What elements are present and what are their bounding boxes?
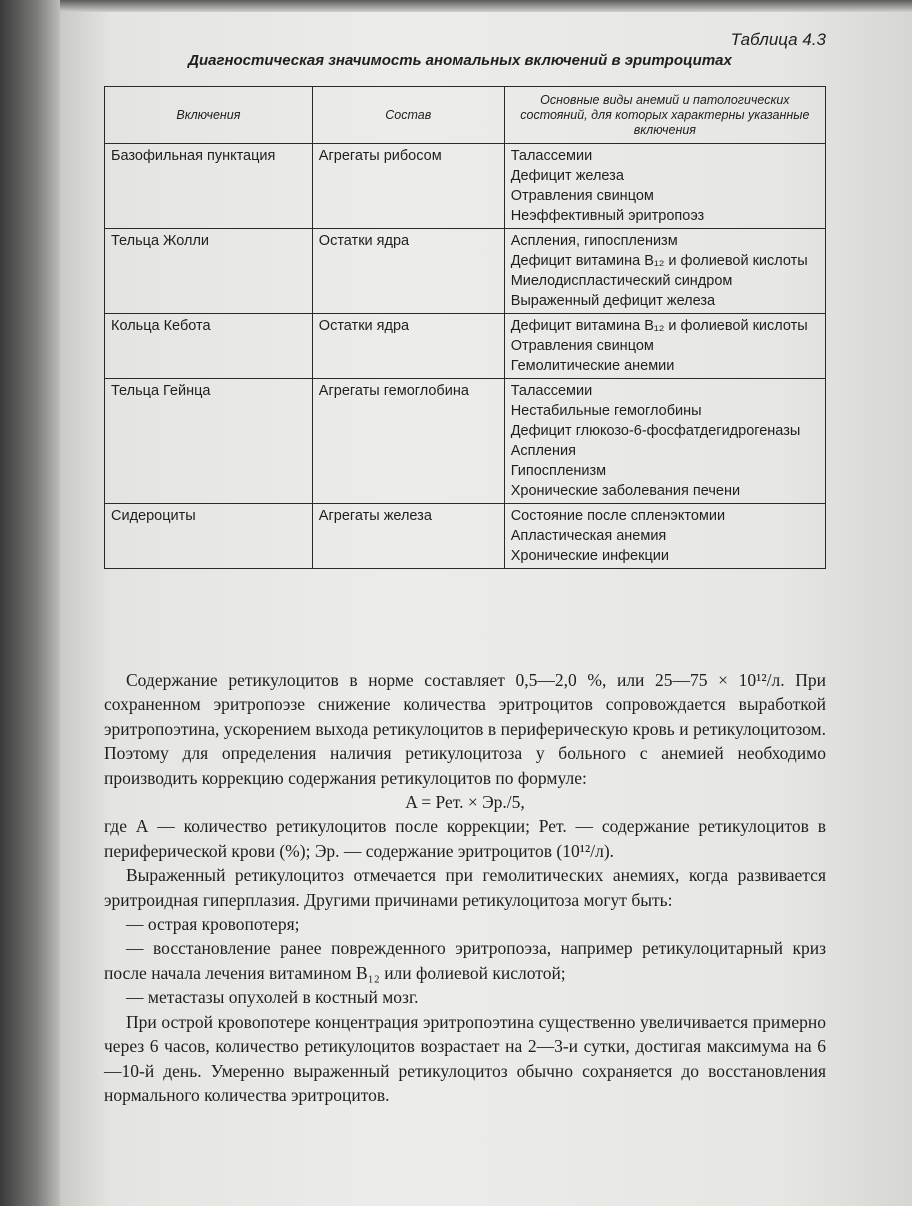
paragraph-legend: где А — количество ретикулоцитов после коррекции; Рет. — содержание ретикулоцитов в периферической крови (%); Эр. — содержание эритроцитов (10¹²/л).	[104, 816, 826, 861]
condition-item: Выраженный дефицит железа	[510, 293, 716, 309]
table-row	[105, 229, 826, 314]
condition-item: Состояние после спленэктомии	[510, 508, 726, 524]
table-title: Диагностическая значимость аномальных включений в эритроцитах	[188, 52, 732, 69]
cell-inclusion: Тельца Жолли	[105, 229, 313, 314]
table-body	[105, 144, 826, 569]
condition-item: Дефицит витамина B₁₂ и фолиевой кислоты	[510, 253, 808, 269]
cell-composition: Агрегаты железа	[312, 504, 504, 569]
header-inclusions: Включения	[105, 87, 313, 144]
header-composition: Состав	[312, 87, 504, 144]
cell-inclusion: Кольца Кебота	[105, 314, 313, 379]
condition-item: Хронические заболевания печени	[510, 483, 741, 499]
bullet-item: — метастазы опухолей в костный мозг.	[126, 987, 419, 1008]
cell-inclusion: Тельца Гейнца	[105, 379, 313, 504]
table-header-row	[105, 87, 826, 144]
condition-item: Гипоспленизм	[510, 463, 607, 479]
cell-conditions	[504, 504, 825, 569]
table-number: Таблица 4.3	[730, 30, 826, 49]
cell-composition: Агрегаты гемоглобина	[312, 379, 504, 504]
table-row	[105, 144, 826, 229]
paragraph-blood-loss: При острой кровопотере концентрация эритропоэтина существенно увеличивается примерно через 6 часов, количество ретикулоцитов возрастает на 2—3-и сутки, достигая максимума на 6—10-й день. Умеренно выраженный ретикулоцитоз обычно сохраняется до восстановления нормального количества эритроцитов.	[104, 1011, 826, 1105]
cell-conditions	[504, 314, 825, 379]
condition-item: Аспления	[510, 443, 576, 459]
condition-item: Неэффективный эритропоэз	[510, 208, 705, 224]
condition-item: Талассемии	[510, 383, 593, 399]
condition-item: Нестабильные гемоглобины	[510, 403, 702, 419]
cell-inclusion: Сидероциты	[105, 504, 313, 569]
paragraph-norm: Содержание ретикулоцитов в норме составляет 0,5—2,0 %, или 25—75 × 10¹²/л. При сохраненном эритропоэзе снижение количества эритроцитов сопровождается выработкой эритропоэтина, ускорением выхода ретикулоцитов в периферическую кровь и ретикулоцитозом. Поэтому для определения наличия ретикулоцитоза у больного с анемией необходимо производить коррекцию содержания ретикулоцитов по формуле:	[104, 670, 826, 788]
condition-item: Апластическая анемия	[510, 528, 667, 544]
table-row	[105, 314, 826, 379]
condition-item: Хронические инфекции	[510, 548, 669, 564]
condition-item: Отравления свинцом	[510, 338, 654, 354]
condition-item: Дефицит железа	[510, 168, 624, 184]
table-row	[105, 504, 826, 569]
cell-composition: Остатки ядра	[312, 229, 504, 314]
cell-composition: Агрегаты рибосом	[312, 144, 504, 229]
cell-conditions	[504, 229, 825, 314]
paragraph-causes: Выраженный ретикулоцитоз отмечается при гемолитических анемиях, когда развивается эритроидная гиперплазия. Другими причинами ретикулоцитоза могут быть:	[104, 865, 826, 910]
condition-item: Дефицит витамина B₁₂ и фолиевой кислоты	[510, 318, 808, 334]
bullet-item: — восстановление ранее поврежденного эритропоэза, например ретикулоцитарный криз после начала лечения витамином B₁₂ или фолиевой кислотой;	[104, 938, 826, 983]
cell-composition: Остатки ядра	[312, 314, 504, 379]
condition-item: Миелодиспластический синдром	[510, 273, 733, 289]
condition-item: Гемолитические анемии	[510, 358, 675, 374]
header-conditions: Основные виды анемий и патологических состояний, для которых характерны указанные включения	[504, 87, 825, 144]
cell-conditions	[504, 144, 825, 229]
cell-inclusion: Базофильная пунктация	[105, 144, 313, 229]
condition-item: Отравления свинцом	[510, 188, 654, 204]
table-row	[105, 379, 826, 504]
inclusions-table	[104, 86, 826, 569]
top-edge-shadow	[60, 0, 912, 12]
formula: A = Рет. × Эр./5,	[405, 792, 525, 813]
page-edge-shadow	[0, 0, 60, 1206]
bullet-item: — острая кровопотеря;	[126, 914, 300, 935]
body-text	[104, 668, 826, 1107]
cell-conditions	[504, 379, 825, 504]
condition-item: Дефицит глюкозо-6-фосфатдегидрогеназы	[510, 423, 801, 439]
condition-item: Талассемии	[510, 148, 593, 164]
condition-item: Аспления, гипоспленизм	[510, 233, 678, 249]
